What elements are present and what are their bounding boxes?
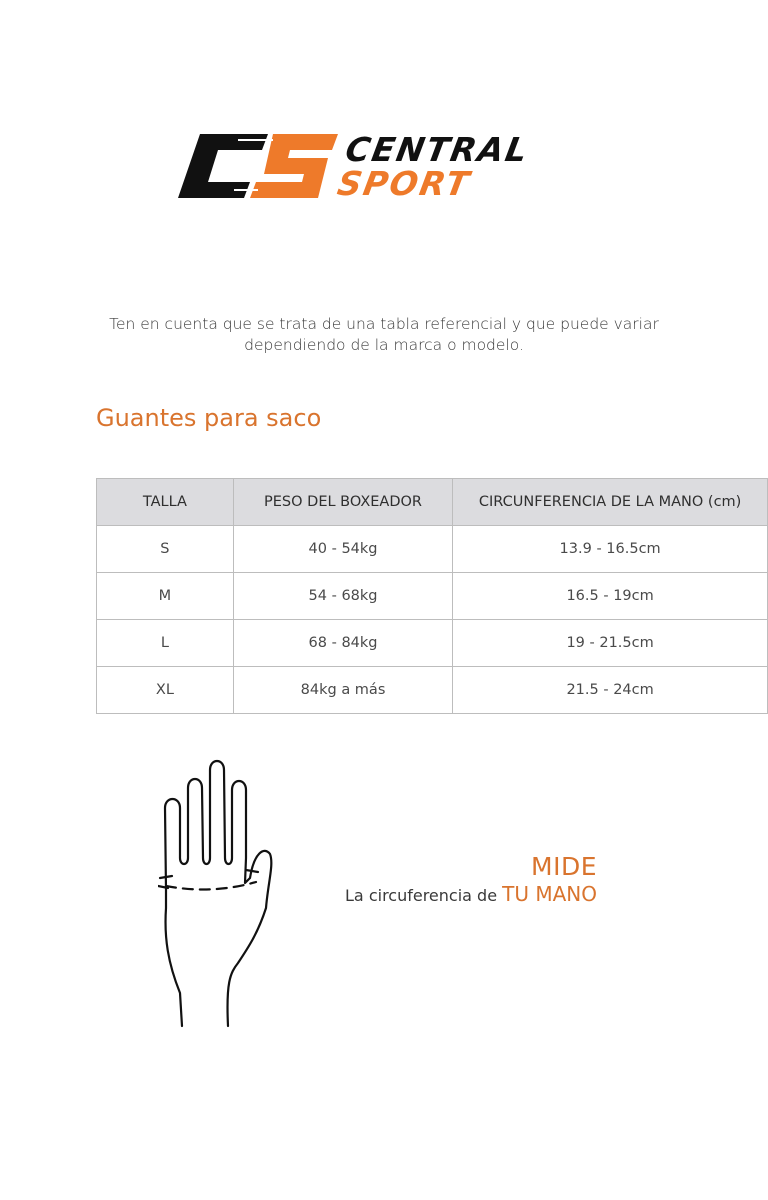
hand-outline-icon bbox=[158, 758, 320, 1028]
table-row bbox=[97, 573, 768, 620]
cell-circumference: 21.5 - 24cm bbox=[453, 667, 768, 714]
cell-size: XL bbox=[97, 667, 234, 714]
cell-size: M bbox=[97, 573, 234, 620]
table-row bbox=[97, 620, 768, 667]
table-header-row bbox=[97, 479, 768, 526]
cs-monogram-icon bbox=[178, 130, 348, 202]
cell-weight: 84kg a más bbox=[233, 667, 452, 714]
cell-size: L bbox=[97, 620, 234, 667]
reference-note: Ten en cuenta que se trata de una tabla referencial y que puede variar dependiendo de la marca o modelo. bbox=[109, 315, 659, 354]
measure-subtitle-accent: TU MANO bbox=[502, 882, 597, 906]
brand-logo bbox=[178, 130, 593, 202]
cell-circumference: 13.9 - 16.5cm bbox=[453, 526, 768, 573]
brand-line1: CENTRAL bbox=[342, 130, 533, 169]
measure-subtitle bbox=[345, 882, 597, 906]
measure-title: MIDE bbox=[531, 852, 597, 881]
cell-circumference: 16.5 - 19cm bbox=[453, 573, 768, 620]
section-title: Guantes para saco bbox=[96, 404, 322, 432]
header-peso: PESO DEL BOXEADOR bbox=[233, 479, 452, 526]
brand-line2: SPORT bbox=[334, 164, 474, 203]
cell-size: S bbox=[97, 526, 234, 573]
table-row bbox=[97, 667, 768, 714]
measure-subtitle-prefix: La circuferencia de bbox=[345, 886, 498, 905]
cell-weight: 54 - 68kg bbox=[233, 573, 452, 620]
cell-weight: 68 - 84kg bbox=[233, 620, 452, 667]
size-table bbox=[96, 478, 768, 714]
header-talla: TALLA bbox=[97, 479, 234, 526]
cell-circumference: 19 - 21.5cm bbox=[453, 620, 768, 667]
cell-weight: 40 - 54kg bbox=[233, 526, 452, 573]
header-circunferencia: CIRCUNFERENCIA DE LA MANO (cm) bbox=[453, 479, 768, 526]
table-row bbox=[97, 526, 768, 573]
